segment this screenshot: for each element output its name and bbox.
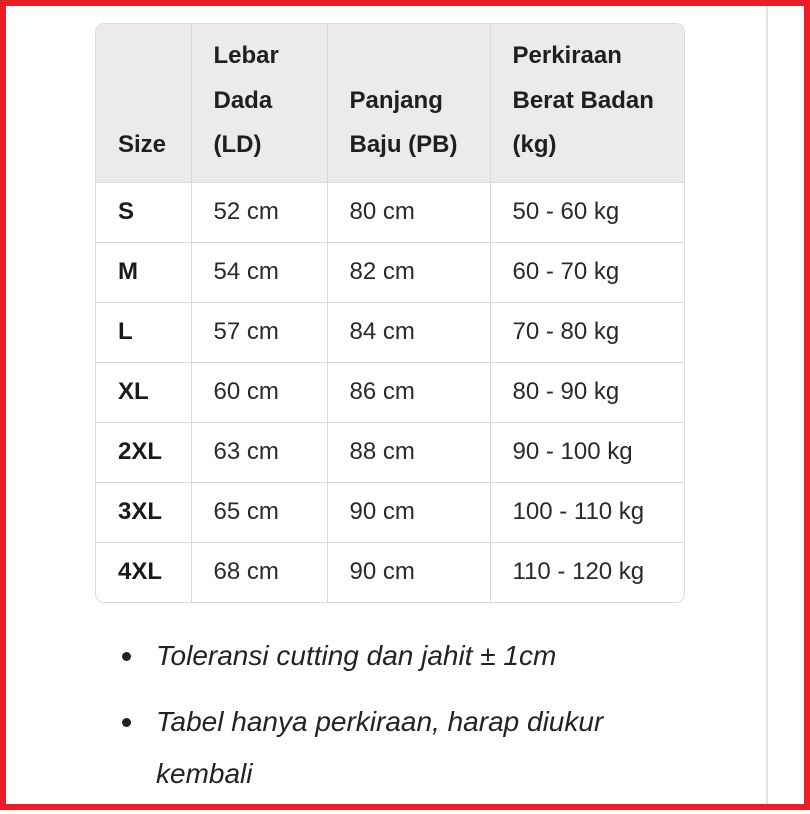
note-text: Toleransi cutting dan jahit ± 1cm xyxy=(156,640,557,671)
table-row xyxy=(96,422,685,482)
size-cell: 2XL xyxy=(96,422,191,482)
table-cell: 60 cm xyxy=(191,362,327,422)
header-panjang-baju: Panjang Baju (PB) xyxy=(327,24,490,182)
size-cell: M xyxy=(96,242,191,302)
table-cell: 57 cm xyxy=(191,302,327,362)
divider-line xyxy=(766,6,768,804)
table-cell: 88 cm xyxy=(327,422,490,482)
table-cell: 68 cm xyxy=(191,542,327,602)
table-cell: 54 cm xyxy=(191,242,327,302)
table-cell: 70 - 80 kg xyxy=(490,302,685,362)
table-row xyxy=(96,362,685,422)
note-text: Tabel hanya perkiraan, harap diukur kembali xyxy=(156,706,604,789)
table-cell: 50 - 60 kg xyxy=(490,182,685,242)
header-size: Size xyxy=(96,24,191,182)
table-cell: 80 - 90 kg xyxy=(490,362,685,422)
table-cell: 65 cm xyxy=(191,482,327,542)
bullet-icon xyxy=(122,652,131,661)
table-header-row xyxy=(96,24,685,182)
table-cell: 90 - 100 kg xyxy=(490,422,685,482)
size-cell: 4XL xyxy=(96,542,191,602)
table-cell: 63 cm xyxy=(191,422,327,482)
size-cell: L xyxy=(96,302,191,362)
table-row xyxy=(96,302,685,362)
bullet-icon xyxy=(122,718,131,727)
table-row xyxy=(96,542,685,602)
table-cell: 82 cm xyxy=(327,242,490,302)
header-berat-badan: Perkiraan Berat Badan (kg) xyxy=(512,42,654,158)
header-lebar-dada: Lebar Dada (LD) xyxy=(191,24,327,182)
table-cell: 86 cm xyxy=(327,362,490,422)
table-row xyxy=(96,242,685,302)
list-item xyxy=(112,630,672,682)
size-cell: 3XL xyxy=(96,482,191,542)
table-cell: 52 cm xyxy=(191,182,327,242)
table-cell: 84 cm xyxy=(327,302,490,362)
table-row xyxy=(96,182,685,242)
size-chart-table xyxy=(95,23,685,603)
notes-list xyxy=(112,630,672,814)
size-cell: XL xyxy=(96,362,191,422)
table-cell: 90 cm xyxy=(327,482,490,542)
table-cell: 60 - 70 kg xyxy=(490,242,685,302)
size-cell: S xyxy=(96,182,191,242)
list-item xyxy=(112,696,672,800)
table-cell: 100 - 110 kg xyxy=(490,482,685,542)
table-cell: 80 cm xyxy=(327,182,490,242)
table-row xyxy=(96,482,685,542)
table-cell: 110 - 120 kg xyxy=(490,542,685,602)
table-cell: 90 cm xyxy=(327,542,490,602)
